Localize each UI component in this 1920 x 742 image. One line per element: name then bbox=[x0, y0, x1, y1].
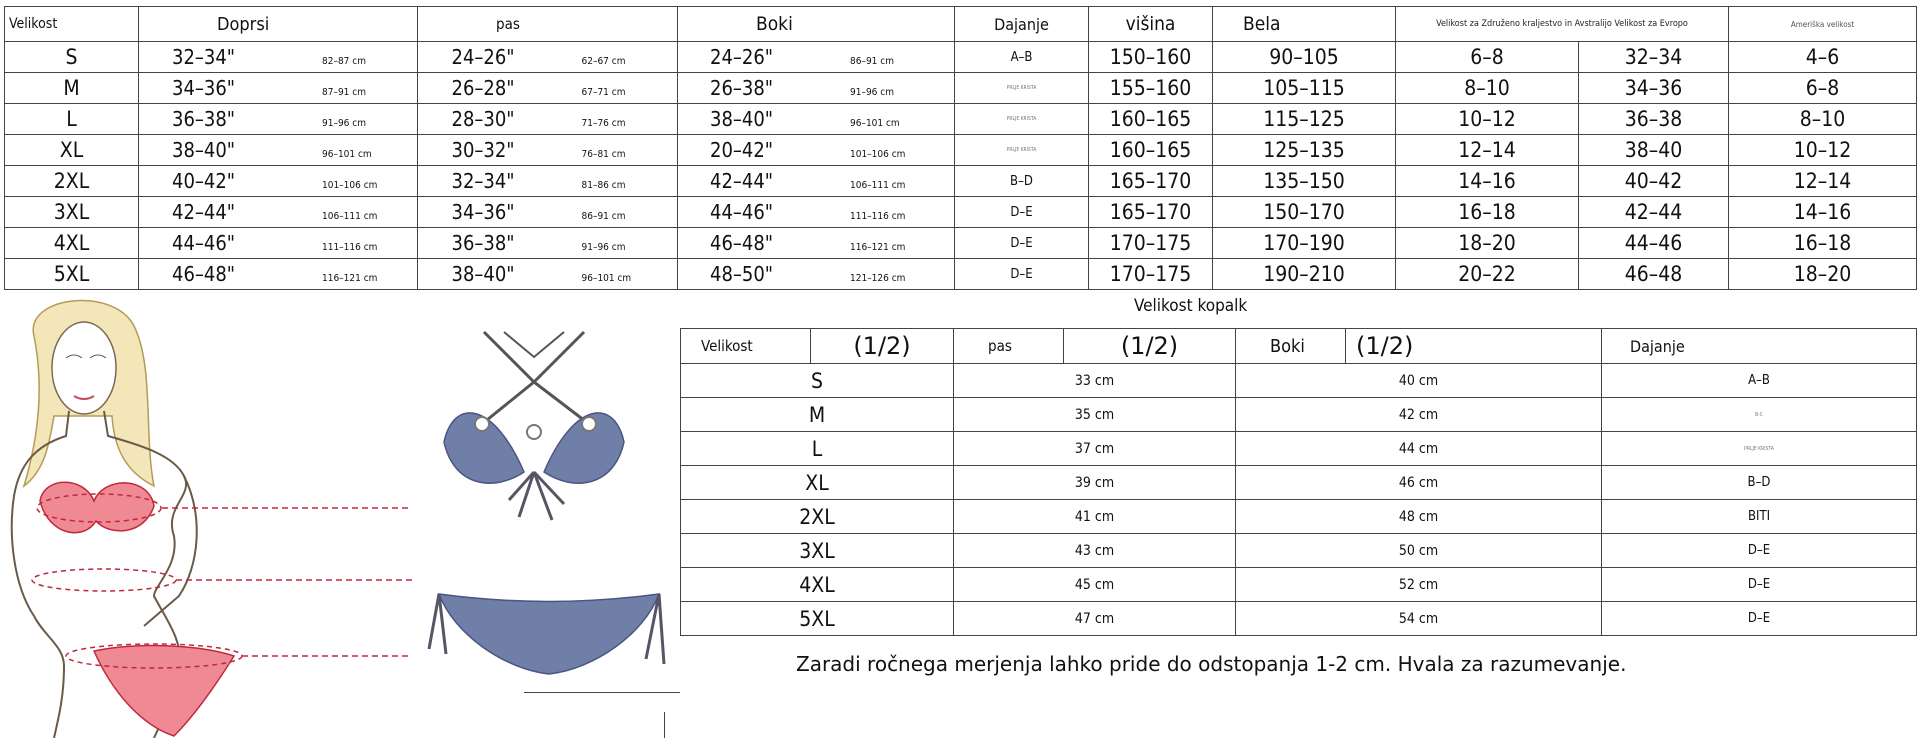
cell-waist-cm: 86–91 cm bbox=[581, 211, 626, 222]
cell-waist bbox=[418, 73, 678, 104]
cell-hips-inches: 38–40" bbox=[710, 107, 774, 131]
size-chart-row bbox=[5, 259, 1917, 290]
cell-hips-inches: 48–50" bbox=[710, 262, 774, 286]
swim-cell-waist: 43 cm bbox=[954, 534, 1236, 568]
swimwear-row bbox=[681, 364, 1917, 398]
size-chart-table bbox=[4, 6, 1917, 290]
cell-waist-inches: 32–34" bbox=[451, 169, 515, 193]
cell-uk-size: 16–18 bbox=[1396, 197, 1579, 228]
cell-hips bbox=[678, 197, 955, 228]
swim-cell-hips: 48 cm bbox=[1236, 500, 1602, 534]
swim-cell-cup: D–E bbox=[1602, 568, 1917, 602]
cell-height: 165–170 bbox=[1089, 197, 1213, 228]
cell-eu-size: 34–36 bbox=[1579, 73, 1729, 104]
cell-size: 2XL bbox=[5, 166, 139, 197]
swim-header-size: Velikost bbox=[681, 329, 811, 364]
cell-waist-cm: 67–71 cm bbox=[581, 87, 626, 98]
swimwear-row bbox=[681, 432, 1917, 466]
cell-bust-inches: 34–36" bbox=[172, 76, 236, 100]
cell-eu-size: 46–48 bbox=[1579, 259, 1729, 290]
measurement-note: Zaradi ročnega merjenja lahko pride do odstopanja 1-2 cm. Hvala za razumevanje. bbox=[796, 652, 1627, 676]
cell-cup: B–D bbox=[955, 166, 1089, 197]
cell-uk-size: 10–12 bbox=[1396, 104, 1579, 135]
cell-bust-cm: 96–101 cm bbox=[322, 149, 372, 160]
cell-weight: 125–135 bbox=[1213, 135, 1396, 166]
cell-hips-inches: 46–48" bbox=[710, 231, 774, 255]
swim-cell-hips: 44 cm bbox=[1236, 432, 1602, 466]
cell-eu-size: 36–38 bbox=[1579, 104, 1729, 135]
swimwear-size-table bbox=[680, 328, 1917, 636]
cell-cup: PRLJE KRISTA bbox=[955, 104, 1089, 135]
cell-hips-inches: 44–46" bbox=[710, 200, 774, 224]
swim-cell-cup: A–B bbox=[1602, 364, 1917, 398]
swim-cell-cup: PRLJE KRISTA bbox=[1602, 432, 1917, 466]
swim-cell-cup: BITI bbox=[1602, 500, 1917, 534]
cell-size: 3XL bbox=[5, 197, 139, 228]
cell-bust bbox=[139, 135, 418, 166]
swim-cell-waist: 35 cm bbox=[954, 398, 1236, 432]
cell-hips-inches: 24–26" bbox=[710, 45, 774, 69]
cell-cup: D–E bbox=[955, 228, 1089, 259]
cell-waist-inches: 36–38" bbox=[451, 231, 515, 255]
cell-hips bbox=[678, 228, 955, 259]
cell-weight: 190–210 bbox=[1213, 259, 1396, 290]
cell-bust bbox=[139, 259, 418, 290]
swim-header-waist: pas bbox=[954, 329, 1064, 364]
cell-hips-cm: 86–91 cm bbox=[850, 56, 894, 67]
swim-cell-waist: 39 cm bbox=[954, 466, 1236, 500]
swim-header-hips: Boki bbox=[1236, 329, 1346, 364]
cell-uk-size: 12–14 bbox=[1396, 135, 1579, 166]
cell-eu-size: 38–40 bbox=[1579, 135, 1729, 166]
illustration-frame-tick bbox=[664, 712, 665, 738]
cell-size: XL bbox=[5, 135, 139, 166]
size-chart-row bbox=[5, 73, 1917, 104]
cell-cup: A–B bbox=[955, 42, 1089, 73]
swim-cell-waist: 45 cm bbox=[954, 568, 1236, 602]
cell-cup: D–E bbox=[955, 259, 1089, 290]
cell-hips-cm: 111–116 cm bbox=[850, 211, 906, 222]
cell-weight: 105–115 bbox=[1213, 73, 1396, 104]
swimwear-row bbox=[681, 568, 1917, 602]
cell-bust bbox=[139, 73, 418, 104]
cell-hips-cm: 106–111 cm bbox=[850, 180, 906, 191]
header-uk-eu bbox=[1396, 7, 1729, 42]
cell-hips bbox=[678, 166, 955, 197]
cell-waist bbox=[418, 259, 678, 290]
swim-cell-hips: 46 cm bbox=[1236, 466, 1602, 500]
cell-bust-inches: 40–42" bbox=[172, 169, 236, 193]
size-chart-row bbox=[5, 166, 1917, 197]
cell-hips bbox=[678, 42, 955, 73]
cell-uk-size: 14–16 bbox=[1396, 166, 1579, 197]
cell-hips-cm: 121–126 cm bbox=[850, 273, 906, 284]
cell-bust-cm: 91–96 cm bbox=[322, 118, 366, 129]
cell-eu-size: 42–44 bbox=[1579, 197, 1729, 228]
cell-bust-inches: 38–40" bbox=[172, 138, 236, 162]
cell-us-size: 14–16 bbox=[1729, 197, 1917, 228]
cell-waist-cm: 76–81 cm bbox=[581, 149, 626, 160]
cell-size: L bbox=[5, 104, 139, 135]
measurement-illustration bbox=[4, 296, 680, 738]
swim-cell-waist: 37 cm bbox=[954, 432, 1236, 466]
swimwear-row bbox=[681, 500, 1917, 534]
cell-hips-cm: 96–101 cm bbox=[850, 118, 900, 129]
cell-waist-cm: 71–76 cm bbox=[581, 118, 626, 129]
cell-weight: 170–190 bbox=[1213, 228, 1396, 259]
cell-waist-cm: 81–86 cm bbox=[581, 180, 626, 191]
cell-height: 170–175 bbox=[1089, 228, 1213, 259]
cell-height: 155–160 bbox=[1089, 73, 1213, 104]
cell-height: 165–170 bbox=[1089, 166, 1213, 197]
swim-cell-size: 3XL bbox=[681, 534, 954, 568]
cell-cup: PRLJE KRISTA bbox=[955, 73, 1089, 104]
cell-waist-cm: 96–101 cm bbox=[581, 273, 632, 284]
header-hips: Boki bbox=[678, 7, 955, 42]
swim-header-half-3: (1/2) bbox=[1346, 329, 1602, 364]
size-chart-row bbox=[5, 135, 1917, 166]
cell-us-size: 6–8 bbox=[1729, 73, 1917, 104]
swimwear-header-row bbox=[681, 329, 1917, 364]
cell-waist-inches: 34–36" bbox=[451, 200, 515, 224]
bikini-bottom-image bbox=[424, 574, 674, 714]
cell-waist-inches: 24–26" bbox=[451, 45, 515, 69]
cell-bust bbox=[139, 42, 418, 73]
cell-waist-cm: 91–96 cm bbox=[581, 242, 626, 253]
header-uk: Velikost za Združeno kraljestvo in Avstralijo bbox=[1436, 19, 1612, 29]
swim-cell-cup: B–D bbox=[1602, 466, 1917, 500]
cell-weight: 135–150 bbox=[1213, 166, 1396, 197]
cell-waist-inches: 38–40" bbox=[451, 262, 515, 286]
cell-bust bbox=[139, 228, 418, 259]
cell-us-size: 4–6 bbox=[1729, 42, 1917, 73]
cell-height: 150–160 bbox=[1089, 42, 1213, 73]
swim-cell-waist: 47 cm bbox=[954, 602, 1236, 636]
cell-bust bbox=[139, 104, 418, 135]
cell-height: 160–165 bbox=[1089, 104, 1213, 135]
cell-us-size: 8–10 bbox=[1729, 104, 1917, 135]
cell-eu-size: 40–42 bbox=[1579, 166, 1729, 197]
cell-waist-cm: 62–67 cm bbox=[581, 56, 626, 67]
size-chart-row bbox=[5, 197, 1917, 228]
cell-size: 5XL bbox=[5, 259, 139, 290]
cell-us-size: 18–20 bbox=[1729, 259, 1917, 290]
cell-bust-cm: 82–87 cm bbox=[322, 56, 366, 67]
swimwear-row bbox=[681, 602, 1917, 636]
cell-hips bbox=[678, 259, 955, 290]
cell-waist-inches: 26–28" bbox=[451, 76, 515, 100]
swim-cell-size: 4XL bbox=[681, 568, 954, 602]
header-weight: Bela bbox=[1213, 7, 1396, 42]
cell-us-size: 16–18 bbox=[1729, 228, 1917, 259]
cell-us-size: 10–12 bbox=[1729, 135, 1917, 166]
cell-bust-inches: 46–48" bbox=[172, 262, 236, 286]
cell-hips-cm: 91–96 cm bbox=[850, 87, 894, 98]
swim-cell-size: 5XL bbox=[681, 602, 954, 636]
cell-bust-inches: 36–38" bbox=[172, 107, 236, 131]
size-chart-row bbox=[5, 42, 1917, 73]
header-eu: Velikost za Evropo bbox=[1614, 19, 1688, 29]
swim-cell-size: 2XL bbox=[681, 500, 954, 534]
header-size: Velikost bbox=[5, 7, 139, 42]
swim-cell-size: M bbox=[681, 398, 954, 432]
cell-waist bbox=[418, 228, 678, 259]
header-waist: pas bbox=[418, 7, 678, 42]
swim-cell-size: L bbox=[681, 432, 954, 466]
cell-uk-size: 6–8 bbox=[1396, 42, 1579, 73]
cell-waist-inches: 28–30" bbox=[451, 107, 515, 131]
illustration-frame-line bbox=[524, 692, 680, 693]
size-chart-row bbox=[5, 228, 1917, 259]
bikini-top-image bbox=[424, 322, 654, 532]
swimwear-row bbox=[681, 534, 1917, 568]
cell-cup: D–E bbox=[955, 197, 1089, 228]
cell-waist bbox=[418, 197, 678, 228]
cell-us-size: 12–14 bbox=[1729, 166, 1917, 197]
header-height: višina bbox=[1089, 7, 1213, 42]
cell-uk-size: 18–20 bbox=[1396, 228, 1579, 259]
size-chart-row bbox=[5, 104, 1917, 135]
cell-height: 160–165 bbox=[1089, 135, 1213, 166]
cell-hips-inches: 42–44" bbox=[710, 169, 774, 193]
swim-header-cup: Dajanje bbox=[1602, 329, 1917, 364]
cell-size: S bbox=[5, 42, 139, 73]
cell-bust-cm: 111–116 cm bbox=[322, 242, 378, 253]
swim-cell-cup: D–E bbox=[1602, 534, 1917, 568]
cell-bust bbox=[139, 197, 418, 228]
cell-hips bbox=[678, 73, 955, 104]
swim-header-half-1: (1/2) bbox=[811, 329, 954, 364]
cell-hips bbox=[678, 104, 955, 135]
cell-hips-inches: 26–38" bbox=[710, 76, 774, 100]
swim-cell-waist: 33 cm bbox=[954, 364, 1236, 398]
cell-bust-cm: 87–91 cm bbox=[322, 87, 366, 98]
size-chart-header-row bbox=[5, 7, 1917, 42]
cell-weight: 115–125 bbox=[1213, 104, 1396, 135]
cell-bust bbox=[139, 166, 418, 197]
cell-bust-cm: 101–106 cm bbox=[322, 180, 378, 191]
swim-cell-hips: 50 cm bbox=[1236, 534, 1602, 568]
cell-bust-cm: 116–121 cm bbox=[322, 273, 378, 284]
cell-hips-cm: 116–121 cm bbox=[850, 242, 906, 253]
cell-waist-inches: 30–32" bbox=[451, 138, 515, 162]
cell-eu-size: 32–34 bbox=[1579, 42, 1729, 73]
swim-cell-waist: 41 cm bbox=[954, 500, 1236, 534]
swimwear-size-caption: Velikost kopalk bbox=[1134, 296, 1248, 316]
cell-waist bbox=[418, 104, 678, 135]
swim-cell-cup: D–E bbox=[1602, 602, 1917, 636]
cell-cup: PRLJE KRISTA bbox=[955, 135, 1089, 166]
swim-cell-hips: 42 cm bbox=[1236, 398, 1602, 432]
cell-hips-inches: 20–42" bbox=[710, 138, 774, 162]
swim-cell-size: XL bbox=[681, 466, 954, 500]
cell-eu-size: 44–46 bbox=[1579, 228, 1729, 259]
swim-cell-hips: 54 cm bbox=[1236, 602, 1602, 636]
header-us: Ameriška velikost bbox=[1729, 7, 1917, 42]
cell-bust-inches: 44–46" bbox=[172, 231, 236, 255]
cell-uk-size: 20–22 bbox=[1396, 259, 1579, 290]
cell-waist bbox=[418, 135, 678, 166]
cell-hips bbox=[678, 135, 955, 166]
cell-bust-inches: 32–34" bbox=[172, 45, 236, 69]
header-cup: Dajanje bbox=[955, 7, 1089, 42]
cell-hips-cm: 101–106 cm bbox=[850, 149, 906, 160]
swim-cell-hips: 52 cm bbox=[1236, 568, 1602, 602]
cell-waist bbox=[418, 42, 678, 73]
swim-cell-size: S bbox=[681, 364, 954, 398]
cell-size: 4XL bbox=[5, 228, 139, 259]
cell-weight: 150–170 bbox=[1213, 197, 1396, 228]
cell-bust-inches: 42–44" bbox=[172, 200, 236, 224]
swimwear-row bbox=[681, 398, 1917, 432]
cell-weight: 90–105 bbox=[1213, 42, 1396, 73]
header-bust: Doprsi bbox=[139, 7, 418, 42]
cell-size: M bbox=[5, 73, 139, 104]
cell-uk-size: 8–10 bbox=[1396, 73, 1579, 104]
cell-waist bbox=[418, 166, 678, 197]
swimwear-row bbox=[681, 466, 1917, 500]
cell-bust-cm: 106–111 cm bbox=[322, 211, 378, 222]
swim-cell-cup: B-C bbox=[1602, 398, 1917, 432]
swim-header-half-2: (1/2) bbox=[1064, 329, 1236, 364]
swim-cell-hips: 40 cm bbox=[1236, 364, 1602, 398]
cell-height: 170–175 bbox=[1089, 259, 1213, 290]
